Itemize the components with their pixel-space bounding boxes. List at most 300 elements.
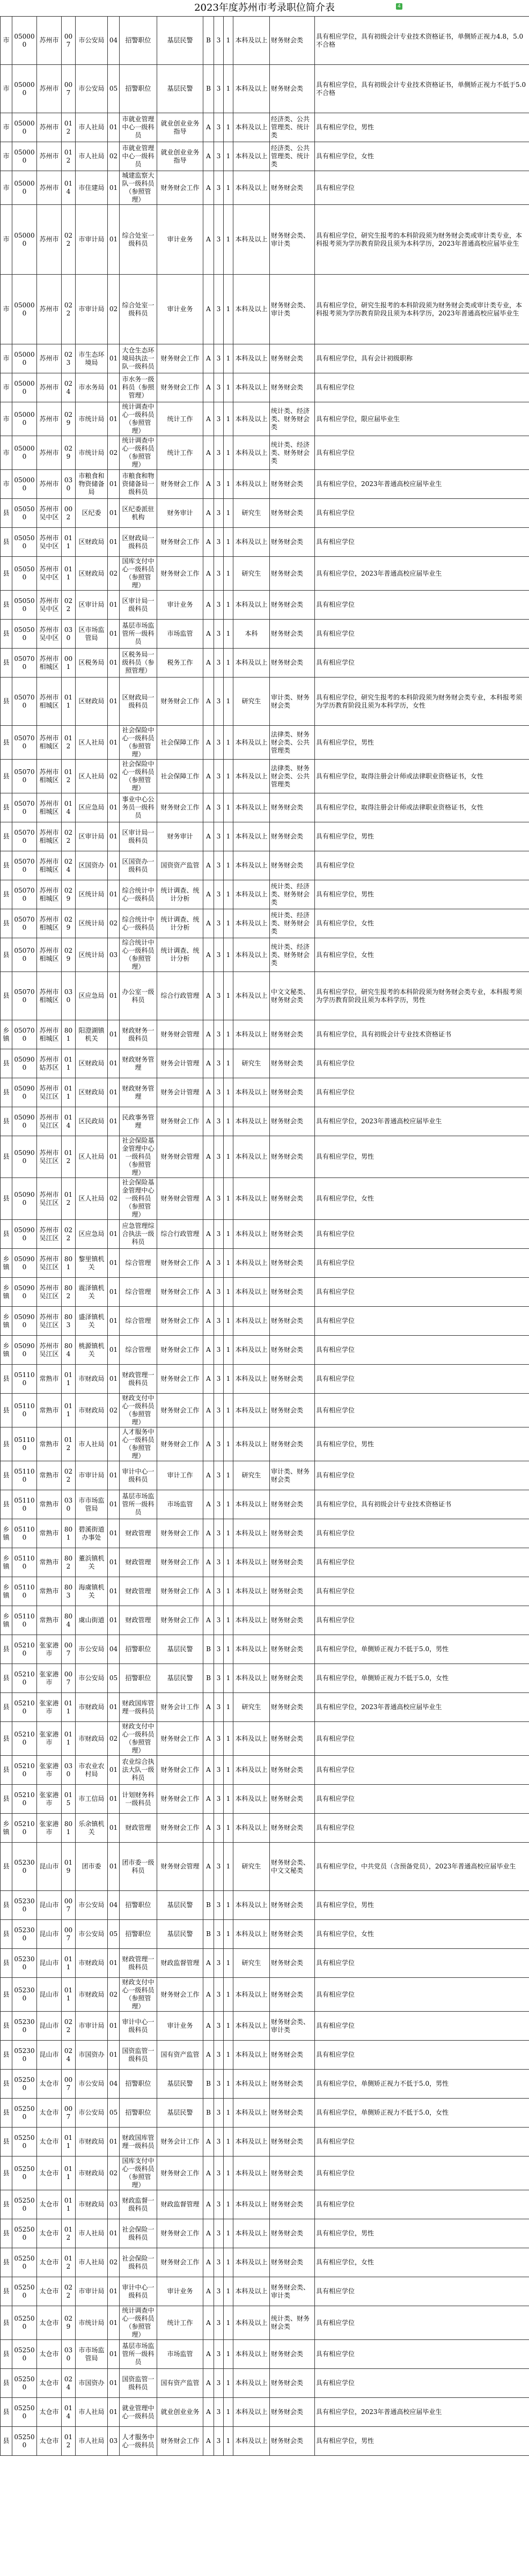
cell-dept-code: 050700 bbox=[12, 880, 37, 909]
cell-major: 统计类、经济类、财务财会类 bbox=[270, 402, 315, 436]
cell-ratio: 3 bbox=[214, 1843, 224, 1891]
cell-major: 财务财会类 bbox=[270, 1107, 315, 1136]
cell-post-name: 办公室一级科员 bbox=[120, 972, 157, 1020]
cell-education: 本科及以上 bbox=[233, 402, 270, 436]
cell-level: 县 bbox=[1, 1427, 12, 1461]
table-row bbox=[1, 2398, 529, 2427]
cell-ratio: 3 bbox=[214, 1220, 224, 1249]
cell-count: 1 bbox=[224, 1107, 233, 1136]
cell-major: 财务财会类 bbox=[270, 2427, 315, 2456]
cell-post-name: 大仓生态环境局执法一队一级科员 bbox=[120, 344, 157, 373]
cell-dept-code: 052500 bbox=[12, 2427, 37, 2456]
cell-education: 本科及以上 bbox=[233, 2128, 270, 2157]
cell-count: 1 bbox=[224, 2398, 233, 2427]
cell-major: 财务财会类 bbox=[270, 2099, 315, 2128]
cell-level: 县 bbox=[1, 726, 12, 760]
cell-other-requirements: 具有相应学位 bbox=[315, 2128, 529, 2157]
cell-other-requirements: 具有相应学位，男性 bbox=[315, 726, 529, 760]
cell-region: 常熟市 bbox=[37, 1577, 62, 1606]
cell-major: 财务财会类 bbox=[270, 1136, 315, 1178]
cell-ratio: 3 bbox=[214, 528, 224, 557]
table-row bbox=[1, 972, 529, 1020]
cell-dept-code: 050700 bbox=[12, 793, 37, 822]
cell-dept-code: 051100 bbox=[12, 1394, 37, 1427]
table-row bbox=[1, 2041, 529, 2070]
cell-unit-code: 007 bbox=[62, 1664, 76, 1693]
cell-region: 张家港市 bbox=[37, 1664, 62, 1693]
cell-count: 1 bbox=[224, 1756, 233, 1785]
cell-major: 财务财会类 bbox=[270, 1220, 315, 1249]
cell-exam-type: A bbox=[203, 938, 214, 972]
cell-education: 本科及以上 bbox=[233, 470, 270, 499]
cell-unit-code: 012 bbox=[62, 1178, 76, 1220]
cell-major: 财务财会类 bbox=[270, 591, 315, 620]
cell-education: 本科及以上 bbox=[233, 793, 270, 822]
table-row bbox=[1, 2306, 529, 2340]
cell-dept-code: 050900 bbox=[12, 1178, 37, 1220]
cell-level: 乡镇 bbox=[1, 1020, 12, 1049]
cell-post-duty: 财务财会管理 bbox=[157, 1843, 203, 1891]
cell-post-name: 应急管理综合执法一级科员 bbox=[120, 1220, 157, 1249]
cell-post-code: 02 bbox=[108, 557, 120, 591]
cell-exam-type: A bbox=[203, 2128, 214, 2157]
cell-count: 1 bbox=[224, 591, 233, 620]
cell-post-duty: 审计业务 bbox=[157, 2277, 203, 2306]
cell-exam-type: A bbox=[203, 1606, 214, 1635]
table-row bbox=[1, 760, 529, 793]
cell-ratio: 3 bbox=[214, 2012, 224, 2041]
cell-education: 本科及以上 bbox=[233, 2306, 270, 2340]
cell-unit-name: 市工信局 bbox=[76, 1785, 108, 1814]
cell-count: 1 bbox=[224, 171, 233, 205]
cell-unit-name: 区审计局 bbox=[76, 822, 108, 851]
cell-unit-name: 市公安局 bbox=[76, 17, 108, 65]
cell-other-requirements: 具有相应学位 bbox=[315, 1049, 529, 1078]
cell-education: 本科及以上 bbox=[233, 142, 270, 171]
cell-region: 苏州市吴江区 bbox=[37, 1249, 62, 1278]
cell-exam-type: A bbox=[203, 726, 214, 760]
cell-region: 太仓市 bbox=[37, 2190, 62, 2219]
cell-ratio: 3 bbox=[214, 851, 224, 880]
cell-level: 县 bbox=[1, 2340, 12, 2369]
cell-exam-type: A bbox=[203, 1365, 214, 1394]
cell-post-name: 基层市场监管所一级科员 bbox=[120, 620, 157, 649]
cell-post-duty: 财务财会工作 bbox=[157, 793, 203, 822]
cell-exam-type: A bbox=[203, 678, 214, 726]
cell-post-duty: 基层民警 bbox=[157, 2099, 203, 2128]
cell-level: 县 bbox=[1, 1693, 12, 1722]
cell-post-code: 02 bbox=[108, 2157, 120, 2190]
cell-ratio: 3 bbox=[214, 2277, 224, 2306]
cell-unit-name: 碧溪街道办事处 bbox=[76, 1519, 108, 1548]
cell-level: 县 bbox=[1, 1949, 12, 1978]
cell-region: 苏州市 bbox=[37, 470, 62, 499]
cell-unit-name: 区国资办 bbox=[76, 851, 108, 880]
cell-exam-type: A bbox=[203, 470, 214, 499]
cell-level: 市 bbox=[1, 344, 12, 373]
cell-level: 市 bbox=[1, 205, 12, 275]
cell-unit-name: 市农业农村局 bbox=[76, 1756, 108, 1785]
cell-level: 县 bbox=[1, 822, 12, 851]
cell-other-requirements: 具有相应学位，男性 bbox=[315, 113, 529, 142]
table-row bbox=[1, 1949, 529, 1978]
cell-other-requirements: 具有相应学位，男性 bbox=[315, 1427, 529, 1461]
cell-count: 1 bbox=[224, 65, 233, 113]
cell-unit-name: 市公安局 bbox=[76, 65, 108, 113]
cell-level: 县 bbox=[1, 1107, 12, 1136]
cell-major: 财务财会类 bbox=[270, 171, 315, 205]
cell-region: 苏州市相城区 bbox=[37, 726, 62, 760]
cell-post-code: 01 bbox=[108, 972, 120, 1020]
cell-post-duty: 基层民警 bbox=[157, 1664, 203, 1693]
cell-exam-type: A bbox=[203, 2398, 214, 2427]
cell-unit-code: 803 bbox=[62, 1577, 76, 1606]
cell-count: 1 bbox=[224, 402, 233, 436]
cell-post-name: 财政管理 bbox=[120, 1519, 157, 1548]
cell-level: 县 bbox=[1, 2041, 12, 2070]
cell-level: 市 bbox=[1, 373, 12, 402]
cell-unit-code: 011 bbox=[62, 1978, 76, 2012]
cell-unit-code: 029 bbox=[62, 938, 76, 972]
cell-level: 县 bbox=[1, 1664, 12, 1693]
cell-dept-code: 050900 bbox=[12, 1336, 37, 1365]
cell-post-duty: 财务财会工作 bbox=[157, 344, 203, 373]
cell-level: 县 bbox=[1, 2219, 12, 2248]
cell-unit-code: 011 bbox=[62, 678, 76, 726]
cell-major: 财务财会类 bbox=[270, 373, 315, 402]
cell-count: 1 bbox=[224, 205, 233, 275]
cell-ratio: 3 bbox=[214, 1664, 224, 1693]
cell-ratio: 3 bbox=[214, 436, 224, 470]
cell-dept-code: 051100 bbox=[12, 1577, 37, 1606]
cell-education: 本科及以上 bbox=[233, 851, 270, 880]
cell-post-code: 01 bbox=[108, 499, 120, 528]
cell-unit-code: 007 bbox=[62, 17, 76, 65]
cell-major: 财务财会类、审计类 bbox=[270, 2277, 315, 2306]
cell-count: 1 bbox=[224, 726, 233, 760]
cell-post-code: 01 bbox=[108, 2306, 120, 2340]
cell-other-requirements: 具有相应学位 bbox=[315, 1978, 529, 2012]
cell-dept-code: 050700 bbox=[12, 1020, 37, 1049]
cell-count: 1 bbox=[224, 1920, 233, 1949]
cell-region: 太仓市 bbox=[37, 2398, 62, 2427]
cell-level: 县 bbox=[1, 851, 12, 880]
cell-exam-type: A bbox=[203, 620, 214, 649]
cell-count: 1 bbox=[224, 373, 233, 402]
cell-unit-code: 022 bbox=[62, 275, 76, 344]
cell-level: 县 bbox=[1, 528, 12, 557]
cell-major: 财务财会类 bbox=[270, 1490, 315, 1519]
table-row bbox=[1, 1843, 529, 1891]
cell-count: 1 bbox=[224, 1020, 233, 1049]
cell-unit-name: 震泽镇机关 bbox=[76, 1278, 108, 1307]
table-row bbox=[1, 2427, 529, 2456]
cell-other-requirements: 具有相应学位 bbox=[315, 620, 529, 649]
cell-post-name: 财政支付中心一级科员（参照管理） bbox=[120, 1722, 157, 1756]
cell-post-duty: 市场监管 bbox=[157, 620, 203, 649]
cell-unit-code: 014 bbox=[62, 2398, 76, 2427]
cell-other-requirements: 具有相应学位 bbox=[315, 1785, 529, 1814]
cell-region: 常熟市 bbox=[37, 1394, 62, 1427]
cell-unit-name: 阳澄湖镇机关 bbox=[76, 1020, 108, 1049]
cell-education: 本科及以上 bbox=[233, 436, 270, 470]
cell-region: 太仓市 bbox=[37, 2157, 62, 2190]
cell-exam-type: A bbox=[203, 2427, 214, 2456]
cell-unit-name: 区民政局 bbox=[76, 1107, 108, 1136]
cell-ratio: 3 bbox=[214, 373, 224, 402]
cell-education: 本科及以上 bbox=[233, 1920, 270, 1949]
cell-ratio: 3 bbox=[214, 760, 224, 793]
cell-level: 乡镇 bbox=[1, 1606, 12, 1635]
cell-unit-name: 市统计局 bbox=[76, 402, 108, 436]
table-row bbox=[1, 1814, 529, 1843]
cell-unit-name: 区财政局 bbox=[76, 1049, 108, 1078]
cell-major: 财务财会类 bbox=[270, 1365, 315, 1394]
table-row bbox=[1, 1020, 529, 1049]
cell-dept-code: 050700 bbox=[12, 972, 37, 1020]
title-badge: 4 bbox=[396, 3, 402, 10]
cell-post-code: 01 bbox=[108, 2340, 120, 2369]
cell-post-code: 01 bbox=[108, 2041, 120, 2070]
cell-education: 本科及以上 bbox=[233, 205, 270, 275]
cell-post-code: 02 bbox=[108, 142, 120, 171]
table-row bbox=[1, 2219, 529, 2248]
cell-exam-type: B bbox=[203, 65, 214, 113]
cell-ratio: 3 bbox=[214, 1178, 224, 1220]
cell-post-code: 01 bbox=[108, 1693, 120, 1722]
cell-dept-code: 050900 bbox=[12, 1107, 37, 1136]
cell-dept-code: 050700 bbox=[12, 760, 37, 793]
cell-exam-type: A bbox=[203, 1020, 214, 1049]
cell-post-duty: 财务会计工作 bbox=[157, 2128, 203, 2157]
cell-education: 研究生 bbox=[233, 499, 270, 528]
cell-exam-type: A bbox=[203, 499, 214, 528]
cell-ratio: 3 bbox=[214, 499, 224, 528]
cell-unit-code: 007 bbox=[62, 1635, 76, 1664]
cell-count: 1 bbox=[224, 528, 233, 557]
cell-post-duty: 财务会计工作 bbox=[157, 1693, 203, 1722]
cell-count: 1 bbox=[224, 2041, 233, 2070]
cell-count: 1 bbox=[224, 1606, 233, 1635]
cell-unit-name: 市人社局 bbox=[76, 142, 108, 171]
cell-education: 本科及以上 bbox=[233, 2277, 270, 2306]
cell-dept-code: 052500 bbox=[12, 2157, 37, 2190]
cell-unit-code: 011 bbox=[62, 1049, 76, 1078]
cell-count: 1 bbox=[224, 1814, 233, 1843]
cell-level: 县 bbox=[1, 2398, 12, 2427]
cell-dept-code: 052100 bbox=[12, 1722, 37, 1756]
cell-ratio: 3 bbox=[214, 2340, 224, 2369]
cell-other-requirements: 具有相应学位，2023年普通高校应届毕业生 bbox=[315, 1107, 529, 1136]
cell-education: 本科及以上 bbox=[233, 65, 270, 113]
cell-post-duty: 综合行政管理 bbox=[157, 972, 203, 1020]
cell-post-duty: 财务财会工作 bbox=[157, 1427, 203, 1461]
cell-post-name: 社会保险中心一级科员（参照管理） bbox=[120, 726, 157, 760]
cell-post-duty: 财务财会工作 bbox=[157, 1307, 203, 1336]
table-row bbox=[1, 909, 529, 938]
cell-unit-code: 011 bbox=[62, 1722, 76, 1756]
cell-unit-code: 030 bbox=[62, 1490, 76, 1519]
cell-post-code: 01 bbox=[108, 1949, 120, 1978]
cell-ratio: 3 bbox=[214, 1693, 224, 1722]
cell-level: 市 bbox=[1, 17, 12, 65]
table-row bbox=[1, 499, 529, 528]
cell-count: 1 bbox=[224, 880, 233, 909]
cell-other-requirements: 具有相应学位，取得注册会计师或法律职业资格证书，女性 bbox=[315, 793, 529, 822]
cell-unit-code: 007 bbox=[62, 1891, 76, 1920]
cell-other-requirements: 具有相应学位，中共党员（含预备党员），2023年普通高校应届毕业生 bbox=[315, 1843, 529, 1891]
cell-post-duty: 财务财会工作 bbox=[157, 1577, 203, 1606]
cell-unit-name: 市公安局 bbox=[76, 2099, 108, 2128]
cell-post-duty: 统计调查、统计分析 bbox=[157, 938, 203, 972]
cell-post-code: 01 bbox=[108, 1136, 120, 1178]
cell-ratio: 3 bbox=[214, 2427, 224, 2456]
cell-unit-code: 007 bbox=[62, 1920, 76, 1949]
cell-education: 本科及以上 bbox=[233, 1365, 270, 1394]
cell-level: 县 bbox=[1, 2070, 12, 2099]
cell-exam-type: B bbox=[203, 17, 214, 65]
cell-unit-name: 市公安局 bbox=[76, 1635, 108, 1664]
cell-region: 苏州市姑苏区 bbox=[37, 1049, 62, 1078]
cell-post-duty: 财务财会工作 bbox=[157, 1722, 203, 1756]
cell-other-requirements: 具有相应学位 bbox=[315, 2012, 529, 2041]
cell-post-name: 就业管理中心一级科员 bbox=[120, 2398, 157, 2427]
table-row bbox=[1, 1891, 529, 1920]
cell-level: 县 bbox=[1, 793, 12, 822]
cell-region: 苏州市吴中区 bbox=[37, 557, 62, 591]
cell-level: 县 bbox=[1, 1049, 12, 1078]
cell-other-requirements: 具有相应学位 bbox=[315, 1365, 529, 1394]
cell-unit-name: 区财政局 bbox=[76, 557, 108, 591]
cell-education: 本科及以上 bbox=[233, 591, 270, 620]
cell-other-requirements: 具有相应学位 bbox=[315, 1949, 529, 1978]
cell-unit-name: 区税务局 bbox=[76, 649, 108, 678]
cell-exam-type: A bbox=[203, 2041, 214, 2070]
cell-post-duty: 就业创业业务指导 bbox=[157, 113, 203, 142]
table-row bbox=[1, 344, 529, 373]
cell-count: 1 bbox=[224, 649, 233, 678]
cell-education: 本科及以上 bbox=[233, 822, 270, 851]
cell-dept-code: 050000 bbox=[12, 436, 37, 470]
cell-region: 常熟市 bbox=[37, 1365, 62, 1394]
cell-education: 本科及以上 bbox=[233, 2219, 270, 2248]
cell-region: 苏州市吴江区 bbox=[37, 1220, 62, 1249]
cell-unit-name: 黎里镇机关 bbox=[76, 1249, 108, 1278]
cell-region: 苏州市 bbox=[37, 65, 62, 113]
cell-dept-code: 052100 bbox=[12, 1814, 37, 1843]
cell-exam-type: B bbox=[203, 1664, 214, 1693]
cell-region: 昆山市 bbox=[37, 1978, 62, 2012]
cell-unit-name: 乐余镇机关 bbox=[76, 1814, 108, 1843]
cell-education: 本科及以上 bbox=[233, 2340, 270, 2369]
cell-ratio: 3 bbox=[214, 17, 224, 65]
cell-count: 1 bbox=[224, 2190, 233, 2219]
cell-post-name: 基层市场监管所一级科员 bbox=[120, 1490, 157, 1519]
cell-count: 1 bbox=[224, 1577, 233, 1606]
cell-major: 财务财会类 bbox=[270, 1178, 315, 1220]
cell-region: 苏州市 bbox=[37, 275, 62, 344]
cell-unit-name: 市财政局 bbox=[76, 1978, 108, 2012]
cell-post-name: 财政监督一级科员 bbox=[120, 2190, 157, 2219]
cell-ratio: 3 bbox=[214, 1577, 224, 1606]
cell-dept-code: 050900 bbox=[12, 1049, 37, 1078]
cell-post-code: 01 bbox=[108, 620, 120, 649]
cell-count: 1 bbox=[224, 557, 233, 591]
cell-count: 1 bbox=[224, 972, 233, 1020]
cell-dept-code: 050000 bbox=[12, 344, 37, 373]
cell-post-code: 02 bbox=[108, 1722, 120, 1756]
cell-ratio: 3 bbox=[214, 2398, 224, 2427]
cell-region: 昆山市 bbox=[37, 2041, 62, 2070]
cell-dept-code: 052500 bbox=[12, 2340, 37, 2369]
cell-other-requirements: 具有相应学位 bbox=[315, 373, 529, 402]
cell-unit-name: 区人社局 bbox=[76, 726, 108, 760]
cell-other-requirements: 具有相应学位 bbox=[315, 2340, 529, 2369]
cell-region: 苏州市相城区 bbox=[37, 851, 62, 880]
cell-education: 本科 bbox=[233, 620, 270, 649]
cell-count: 1 bbox=[224, 344, 233, 373]
cell-dept-code: 052100 bbox=[12, 1756, 37, 1785]
cell-post-duty: 财务财会工作 bbox=[157, 2219, 203, 2248]
cell-post-duty: 审计业务 bbox=[157, 591, 203, 620]
cell-unit-name: 区人社局 bbox=[76, 1136, 108, 1178]
cell-level: 县 bbox=[1, 649, 12, 678]
cell-major: 财务财会类 bbox=[270, 344, 315, 373]
cell-ratio: 3 bbox=[214, 649, 224, 678]
cell-dept-code: 050000 bbox=[12, 113, 37, 142]
cell-exam-type: A bbox=[203, 1577, 214, 1606]
cell-unit-code: 029 bbox=[62, 402, 76, 436]
cell-exam-type: A bbox=[203, 591, 214, 620]
cell-level: 县 bbox=[1, 2012, 12, 2041]
cell-other-requirements: 具有相应学位 bbox=[315, 1278, 529, 1307]
cell-dept-code: 050700 bbox=[12, 678, 37, 726]
cell-dept-code: 050000 bbox=[12, 65, 37, 113]
cell-exam-type: A bbox=[203, 2277, 214, 2306]
cell-exam-type: A bbox=[203, 1843, 214, 1891]
cell-education: 本科及以上 bbox=[233, 2369, 270, 2398]
cell-major: 财务财会类 bbox=[270, 1548, 315, 1577]
cell-education: 本科及以上 bbox=[233, 760, 270, 793]
cell-other-requirements: 具有相应学位 bbox=[315, 851, 529, 880]
cell-other-requirements: 具有相应学位 bbox=[315, 171, 529, 205]
cell-region: 苏州市 bbox=[37, 373, 62, 402]
cell-major: 财务财会类 bbox=[270, 2248, 315, 2277]
cell-post-duty: 财务财会工作 bbox=[157, 528, 203, 557]
cell-exam-type: A bbox=[203, 344, 214, 373]
cell-education: 本科及以上 bbox=[233, 171, 270, 205]
cell-dept-code: 052500 bbox=[12, 2248, 37, 2277]
cell-dept-code: 050700 bbox=[12, 649, 37, 678]
cell-ratio: 3 bbox=[214, 972, 224, 1020]
cell-unit-name: 区审计局 bbox=[76, 591, 108, 620]
cell-other-requirements: 具有相应学位，具有初级会计专业技术资格证书，单侧矫正视力4.8，5.0不合格 bbox=[315, 17, 529, 65]
cell-unit-code: 022 bbox=[62, 2277, 76, 2306]
cell-post-name: 城建监察大队一级科员（参照管理） bbox=[120, 171, 157, 205]
cell-post-name: 财政国库管理一级科员 bbox=[120, 2128, 157, 2157]
table-row bbox=[1, 2012, 529, 2041]
cell-ratio: 3 bbox=[214, 2248, 224, 2277]
cell-post-name: 招警职位 bbox=[120, 2070, 157, 2099]
cell-count: 1 bbox=[224, 2277, 233, 2306]
cell-major: 财务财会类、中文文秘类 bbox=[270, 1843, 315, 1891]
cell-unit-name: 市公安局 bbox=[76, 1920, 108, 1949]
cell-level: 县 bbox=[1, 1978, 12, 2012]
cell-dept-code: 050700 bbox=[12, 726, 37, 760]
cell-level: 乡镇 bbox=[1, 1814, 12, 1843]
cell-post-name: 社会保险一级科员 bbox=[120, 2248, 157, 2277]
cell-region: 张家港市 bbox=[37, 1756, 62, 1785]
